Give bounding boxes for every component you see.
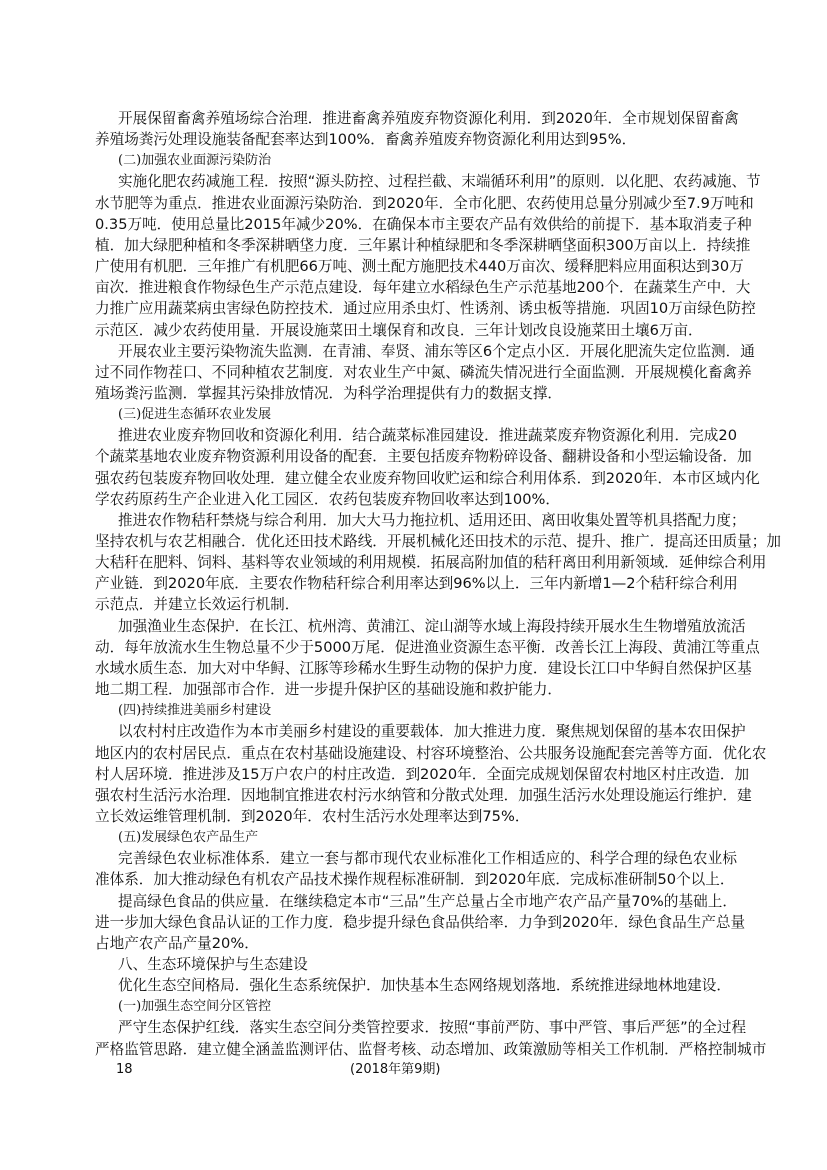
paragraph-line: 推进农业废弃物回收和资源化利用．结合蔬菜标准园建设．推进蔬菜废弃物资源化利用．完成20	[118, 427, 737, 445]
paragraph-line: 立长效运维管理机制．到2020年．农村生活污水处理率达到75%．	[95, 807, 530, 825]
paragraph-line: 强农药包装废弃物回收处理．建立健全农业废弃物回收贮运和综合利用体系．到2020年．本市区域内化	[95, 469, 760, 487]
paragraph-line: 过不同作物茬口、不同种植农艺制度．对农业生产中氮、磷流失情况进行全面监测．开展规模化畜禽养	[95, 363, 752, 381]
paragraph-line: 0.35万吨．使用总量比2015年减少20%．在确保本市主要农产品有效供给的前提下．基本取消麦子种	[95, 215, 752, 233]
paragraph-line: 力推广应用蔬菜病虫害绿色防控技术．通过应用杀虫灯、性诱剂、诱虫板等措施．巩固10万亩绿色防控	[95, 300, 756, 318]
paragraph-line: 强农村生活污水治理．因地制宜推进农村污水纳管和分散式处理．加强生活污水处理设施运行维护．建	[95, 786, 752, 804]
paragraph-line: 实施化肥农药减施工程．按照“源头防控、过程拦截、末端循环利用”的原则．以化肥、农药减施、节	[118, 173, 761, 191]
paragraph-line: 大秸秆在肥料、饲料、基料等农业领域的利用规模．拓展高附加值的秸秆离田利用新领域．延伸综合利用	[95, 554, 767, 572]
paragraph-line: 殖场粪污监测．掌握其污染排放情况．为科学治理提供有力的数据支撑．	[95, 384, 563, 402]
section-heading: (五)发展绿色农产品生产	[118, 830, 259, 846]
paragraph-line: 水域水质生态．加大对中华鲟、江豚等珍稀水生野生动物的保护力度．建设长江口中华鲟自然保护区基	[95, 659, 752, 677]
paragraph-line: 占地产农产品产量20%．	[95, 934, 259, 952]
paragraph-line: 地二期工程．加强部市合作．进一步提升保护区的基础设施和救护能力．	[95, 681, 563, 699]
issue-label: (2018年第9期)	[350, 1062, 441, 1077]
paragraph-line: 开展农业主要污染物流失监测．在青浦、奉贤、浦东等区6个定点小区．开展化肥流失定位监测．通	[118, 342, 755, 360]
paragraph-line: 以农村村庄改造作为本市美丽乡村建设的重要载体．加大推进力度．聚焦规划保留的基本农田保护	[118, 723, 746, 741]
paragraph-line: 植．加大绿肥种植和冬季深耕晒垡力度．三年累计种植绿肥和冬季深耕晒垡面积300万亩以上．持续推	[95, 236, 751, 254]
section-heading: (一)加强生态空间分区管控	[118, 999, 272, 1015]
paragraph-line: 严格监管思路．建立健全涵盖监测评估、监督考核、动态增加、政策激励等相关工作机制．严格控制城市	[95, 1040, 767, 1058]
paragraph-line: 坚持农机与农艺相融合．优化还田技术路线．开展机械化还田技术的示范、提升、推广．提高还田质量；加	[95, 533, 781, 550]
paragraph-line: 优化生态空间格局．强化生态系统保护．加快基本生态网络规划落地．系统推进绿地林地建设．	[118, 977, 731, 995]
paragraph-line: 示范点．并建立长效运行机制．	[95, 596, 300, 614]
paragraph-line: 广使用有机肥．三年推广有机肥66万吨、测土配方施肥技术440万亩次、缓释肥料应用面积达到30万	[95, 258, 744, 276]
paragraph-line: 地区内的农村居民点．重点在农村基础设施建设、村容环境整治、公共服务设施配套完善等方面．优化农	[95, 744, 767, 762]
paragraph-line: 加强渔业生态保护．在长江、杭州湾、黄浦江、淀山湖等水域上海段持续开展水生生物增殖放流活	[118, 617, 746, 635]
paragraph-line: 个蔬菜基地农业废弃物资源利用设备的配套．主要包括废弃物粉碎设备、翻耕设备和小型运输设备．加	[95, 448, 752, 466]
section-heading: (四)持续推进美丽乡村建设	[118, 703, 272, 719]
paragraph-line: 村人居环境．推进涉及15万户农户的村庄改造．到2020年．全面完成规划保留农村地区村庄改造．加	[95, 765, 750, 783]
page-number: 18	[116, 1062, 133, 1077]
paragraph-line: 示范区．减少农药使用量．开展设施菜田土壤保育和改良．三年计划改良设施菜田土壤6万亩．	[95, 321, 703, 339]
paragraph-line: 推进农作物秸秆禁烧与综合利用．加大大马力拖拉机、适用还田、离田收集处置等机具搭配力度；	[118, 511, 746, 529]
paragraph-line: 养殖场粪污处理设施装备配套率达到100%．畜禽养殖废弃物资源化利用达到95%．	[95, 131, 637, 149]
paragraph-line: 准体系．加大推动绿色有机农产品技术操作规程标准研制．到2020年底．完成标准研制50个以上．	[95, 871, 735, 889]
paragraph-line: 开展保留畜禽养殖场综合治理．推进畜禽养殖废弃物资源化利用．到2020年．全市规划保留畜禽	[118, 110, 739, 127]
paragraph-line: 严守生态保护红线．落实生态空间分类管控要求．按照“事前严防、事中严管、事后严惩”的全过程	[118, 1019, 747, 1037]
section-heading: 八、生态环境保护与生态建设	[118, 956, 308, 973]
paragraph-line: 产业链．到2020年底．主要农作物秸秆综合利用率达到96%以上．三年内新增1—2个秸秆综合利用	[95, 575, 738, 593]
paragraph-line: 提高绿色食品的供应量．在继续稳定本市“三品”生产总量占全市地产农产品产量70%的基础上．	[118, 892, 737, 910]
paragraph-line: 学农药原药生产企业进入化工园区．农药包装废弃物回收率达到100%．	[95, 490, 560, 508]
paragraph-line: 完善绿色农业标准体系．建立一套与都市现代农业标准化工作相适应的、科学合理的绿色农业标	[118, 850, 737, 868]
paragraph-line: 动．每年放流水生生物总量不少于5000万尾．促进渔业资源生态平衡．改善长江上海段、黄浦江等重点	[95, 638, 760, 656]
paragraph-line: 亩次．推进粮食作物绿色生产示范点建设．每年建立水稻绿色生产示范基地200个．在蔬菜生产中．大	[95, 279, 751, 297]
section-heading: (三)促进生态循环农业发展	[118, 407, 272, 423]
paragraph-line: 水节肥等为重点．推进农业面源污染防治．到2020年．全市化肥、农药使用总量分别减少至7.9万吨和	[95, 194, 754, 212]
section-heading: (二)加强农业面源污染防治	[118, 153, 272, 169]
paragraph-line: 进一步加大绿色食品认证的工作力度．稳步提升绿色食品供给率．力争到2020年．绿色食品生产总量	[95, 913, 746, 931]
